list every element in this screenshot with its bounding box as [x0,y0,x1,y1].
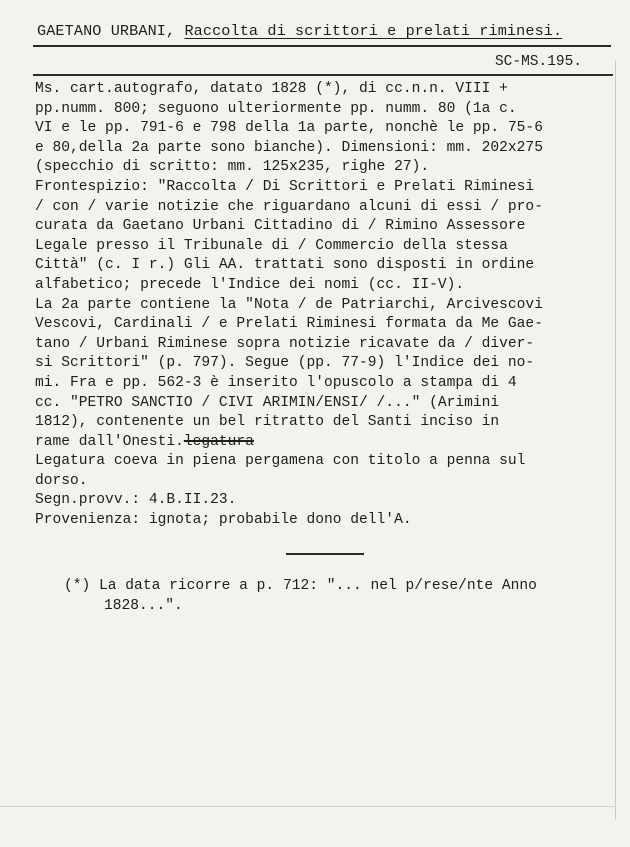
card-header [37,22,562,40]
card-edge-right [615,60,616,820]
description-body [35,80,613,531]
body-line: Ms. cart.autografo, datato 1828 (*), di cc.n.n. VIII + [35,81,508,97]
body-line: dorso. [35,472,88,489]
header-rule [33,45,611,47]
body-line: e 80,della 2a parte sono bianche). Dimensioni: mm. 202x275 [35,139,543,156]
footnote-line: 1828...". [104,598,183,614]
footnote [64,576,614,616]
shelfmark: SC-MS.195. [494,54,582,70]
body-line: mi. Fra e pp. 562-3 è inserito l'opuscolo a stampa di 4 [35,374,517,391]
body-line: VI e le pp. 791-6 e 798 della 1a parte, nonchè le pp. 75-6 [35,120,543,137]
work-title: Raccolta di scrittori e prelati riminesi. [184,22,563,40]
body-line: si Scrittori" (p. 797). Segue (pp. 77-9) l'Indice dei no- [35,355,535,372]
footnote-separator [286,553,364,555]
body-line: alfabetico; precede l'Indice dei nomi (cc. II-V). [35,276,465,293]
body-line: Vescovi, Cardinali / e Prelati Riminesi formata da Me Gae- [35,316,543,333]
body-line: tano / Urbani Riminese sopra notizie ricavate da / diver- [35,335,535,352]
body-line: Legale presso il Tribunale di / Commercio della stessa [35,237,508,254]
body-line: curata da Gaetano Urbani Cittadino di / Rimino Assessore [35,218,526,235]
body-line: Città" (c. I r.) Gli AA. trattati sono disposti in ordine [35,257,535,274]
author-name: GAETANO URBANI, [37,22,176,40]
body-line-rame [35,433,613,453]
body-line: / con / varie notizie che riguardano alcuni di essi / pro- [35,198,543,215]
footnote-line: (*) La data ricorre a p. 712: "... nel p/rese/nte Anno [64,578,537,594]
body-line: Provenienza: ignota; probabile dono dell'A. [35,512,412,529]
body-line: cc. "PETRO SANCTIO / CIVI ARIMIN/ENSI/ /..." (Arimini [35,394,500,411]
shelfmark-rule [33,74,613,76]
body-line: Frontespizio: "Raccolta / Di Scrittori e Prelati Riminesi [35,178,535,195]
struck-out-text: legatura [183,433,254,450]
body-line: Segn.provv.: 4.B.II.23. [35,492,237,509]
body-line: 1812), contenente un bel ritratto del Santi inciso in [35,414,500,431]
body-line: (specchio di scritto: mm. 125x235, righe 27). [35,159,430,176]
body-line: pp.numm. 800; seguono ulteriormente pp. numm. 80 (1a c. [35,100,517,117]
body-line: Legatura coeva in piena pergamena con titolo a penna sul [35,453,526,470]
body-line: La 2a parte contiene la "Nota / de Patriarchi, Arcivescovi [35,296,543,313]
rame-text: rame dall'Onesti. [35,433,184,450]
card-edge-bottom [0,806,616,807]
